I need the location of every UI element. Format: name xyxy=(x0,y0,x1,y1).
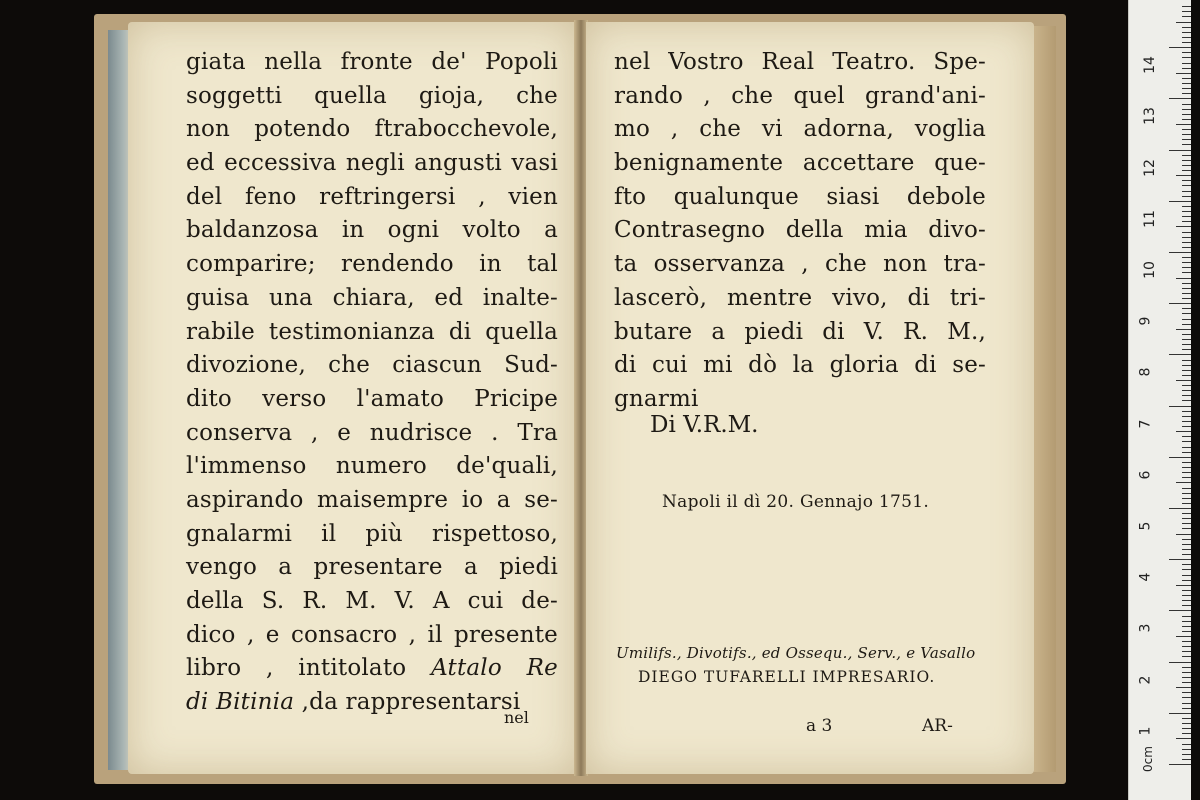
ruler-tick xyxy=(1182,206,1191,207)
ruler-tick xyxy=(1182,692,1191,693)
ruler-tick xyxy=(1182,360,1191,361)
ruler-tick xyxy=(1182,590,1191,591)
ruler-tick xyxy=(1182,554,1191,555)
ruler-tick xyxy=(1169,508,1191,509)
ruler-tick xyxy=(1182,569,1191,570)
ruler-tick xyxy=(1176,482,1191,483)
ruler-tick xyxy=(1182,283,1191,284)
ruler-tick xyxy=(1182,160,1191,161)
ruler-tick xyxy=(1182,237,1191,238)
ruler-tick xyxy=(1182,293,1191,294)
ruler-tick xyxy=(1182,641,1191,642)
text-line: ed eccessiva negli angusti vasi xyxy=(186,150,558,177)
ruler-tick xyxy=(1169,201,1191,202)
ruler-tick xyxy=(1182,646,1191,647)
ruler-number: 5 xyxy=(1137,521,1154,531)
ruler-tick xyxy=(1182,170,1191,171)
ruler-tick xyxy=(1182,575,1191,576)
dateline: Napoli il dì 20. Gennajo 1751. xyxy=(662,492,930,512)
ruler-tick xyxy=(1182,395,1191,396)
ruler-tick xyxy=(1176,380,1191,381)
ruler-tick xyxy=(1182,88,1191,89)
ruler-tick xyxy=(1182,211,1191,212)
ruler-tick xyxy=(1182,528,1191,529)
ruler-tick xyxy=(1169,47,1191,48)
text-line: benignamente accettare que- xyxy=(614,150,986,177)
ruler-tick xyxy=(1182,16,1191,17)
ruler-tick xyxy=(1182,267,1191,268)
text-line: Contrasegno della mia divo- xyxy=(614,217,986,244)
signature-titles: Umilifs., Divotifs., ed Ossequ., Serv., e Vasallo xyxy=(616,644,976,662)
ruler-tick xyxy=(1182,93,1191,94)
ruler-tick xyxy=(1182,656,1191,657)
ruler-tick xyxy=(1182,441,1191,442)
ruler-tick xyxy=(1176,585,1191,586)
ruler-tick xyxy=(1169,252,1191,253)
text-line: divozione, che ciascun Sud- xyxy=(186,352,558,379)
ruler-tick xyxy=(1182,672,1191,673)
ruler-number: 10 xyxy=(1141,261,1158,279)
ruler-tick xyxy=(1182,319,1191,320)
ruler-tick xyxy=(1169,98,1191,99)
ruler-tick xyxy=(1182,754,1191,755)
ruler-tick xyxy=(1182,697,1191,698)
signature-mark: a 3 xyxy=(806,716,833,736)
ruler-tick xyxy=(1182,390,1191,391)
ruler-tick xyxy=(1182,288,1191,289)
ruler-tick xyxy=(1182,165,1191,166)
ruler-tick xyxy=(1182,677,1191,678)
ruler-tick xyxy=(1182,185,1191,186)
ruler-tick xyxy=(1182,498,1191,499)
ruler-tick xyxy=(1176,738,1191,739)
ruler-number: 9 xyxy=(1137,316,1154,326)
ruler-tick xyxy=(1182,600,1191,601)
text-fragment: ,da rappresentarsi xyxy=(301,689,521,716)
ruler-tick xyxy=(1182,385,1191,386)
ruler-tick xyxy=(1182,78,1191,79)
text-line: mo , che vi adorna, voglia xyxy=(614,116,986,143)
page-edges xyxy=(1034,26,1056,772)
text-line: fto qualunque siasi debole xyxy=(614,183,986,210)
ruler-tick xyxy=(1182,744,1191,745)
ruler-tick xyxy=(1182,83,1191,84)
text-line: comparire; rendendo in tal xyxy=(186,251,558,278)
ruler-tick xyxy=(1169,303,1191,304)
ruler-tick xyxy=(1182,467,1191,468)
ruler-tick xyxy=(1169,559,1191,560)
text-line: butare a piedi di V. R. M., xyxy=(614,318,986,345)
ruler-tick xyxy=(1169,662,1191,663)
ruler-tick xyxy=(1176,175,1191,176)
ruler-tick xyxy=(1176,687,1191,688)
ruler-tick xyxy=(1182,109,1191,110)
book-title-italic: di Bitinia xyxy=(186,689,295,716)
salutation: Di V.R.M. xyxy=(650,412,759,438)
ruler-tick xyxy=(1176,534,1191,535)
ruler-tick xyxy=(1182,129,1191,130)
text-line: giata nella fronte de' Popoli xyxy=(186,49,558,75)
ruler-tick xyxy=(1182,703,1191,704)
text-line: nel Vostro Real Teatro. Spe- xyxy=(614,49,986,75)
text-line: lascerò, mentre vivo, di tri- xyxy=(614,284,986,311)
text-line: vengo a presentare a piedi xyxy=(186,554,558,581)
ruler-tick xyxy=(1182,728,1191,729)
text-fragment: libro , intitolato xyxy=(186,655,407,682)
ruler-tick xyxy=(1169,457,1191,458)
ruler-tick xyxy=(1182,119,1191,120)
ruler-tick xyxy=(1182,339,1191,340)
ruler-tick xyxy=(1182,114,1191,115)
catchword: AR- xyxy=(922,716,953,736)
ruler-tick xyxy=(1182,57,1191,58)
text-line: aspirando maisempre io a se- xyxy=(186,486,558,513)
ruler-tick xyxy=(1182,580,1191,581)
ruler-tick xyxy=(1182,667,1191,668)
text-line: gnalarmi il più rispettoso, xyxy=(186,520,558,547)
left-page xyxy=(128,22,576,774)
ruler-tick xyxy=(1182,180,1191,181)
ruler-tick xyxy=(1182,42,1191,43)
ruler-tick xyxy=(1182,595,1191,596)
ruler-tick xyxy=(1182,477,1191,478)
ruler-tick xyxy=(1169,354,1191,355)
ruler-tick xyxy=(1169,764,1191,765)
ruler-tick xyxy=(1182,32,1191,33)
ruler-tick xyxy=(1182,759,1191,760)
ruler-tick xyxy=(1176,226,1191,227)
ruler-tick xyxy=(1182,723,1191,724)
ruler-tick xyxy=(1176,329,1191,330)
ruler-tick xyxy=(1182,626,1191,627)
ruler-tick xyxy=(1182,503,1191,504)
ruler-tick xyxy=(1182,144,1191,145)
ruler-tick xyxy=(1182,344,1191,345)
ruler-tick xyxy=(1182,621,1191,622)
left-page-text xyxy=(186,46,558,720)
ruler-tick xyxy=(1182,462,1191,463)
ruler-number: 7 xyxy=(1137,419,1154,429)
ruler-tick xyxy=(1182,298,1191,299)
ruler-tick xyxy=(1169,713,1191,714)
ruler-tick xyxy=(1182,313,1191,314)
ruler-tick xyxy=(1182,104,1191,105)
ruler-tick xyxy=(1182,216,1191,217)
ruler-tick xyxy=(1182,191,1191,192)
ruler-tick xyxy=(1182,272,1191,273)
ruler-tick xyxy=(1182,63,1191,64)
ruler-tick xyxy=(1182,411,1191,412)
ruler-tick xyxy=(1182,488,1191,489)
text-line: rabile testimonianza di quella xyxy=(186,318,558,345)
text-line: soggetti quella gioja, che xyxy=(186,82,558,109)
ruler-tick xyxy=(1182,493,1191,494)
right-page-text xyxy=(614,46,986,417)
text-line: gnarmi xyxy=(614,385,699,412)
ruler-number: 3 xyxy=(1137,623,1154,633)
ruler-tick xyxy=(1182,472,1191,473)
signature-name: DIEGO TUFARELLI IMPRESARIO. xyxy=(638,668,936,686)
text-line: di cui mi dò la gloria di se- xyxy=(614,352,986,379)
ruler-tick xyxy=(1182,134,1191,135)
ruler-tick xyxy=(1182,426,1191,427)
ruler-tick xyxy=(1182,651,1191,652)
ruler-number: 11 xyxy=(1141,209,1158,228)
ruler-tick xyxy=(1176,636,1191,637)
ruler-tick xyxy=(1182,375,1191,376)
ruler-tick xyxy=(1182,324,1191,325)
ruler-tick xyxy=(1182,416,1191,417)
ruler-tick xyxy=(1182,68,1191,69)
ruler-tick xyxy=(1182,564,1191,565)
ruler-number: 13 xyxy=(1141,107,1158,126)
ruler-tick xyxy=(1182,232,1191,233)
ruler-tick xyxy=(1182,370,1191,371)
ruler-tick xyxy=(1182,11,1191,12)
ruler-label: 0cm xyxy=(1140,746,1155,772)
catchword: nel xyxy=(504,708,529,727)
text-line: non potendo ftrabocchevole, xyxy=(186,116,558,143)
ruler-tick xyxy=(1182,447,1191,448)
ruler-tick xyxy=(1176,73,1191,74)
text-line: baldanzosa in ogni volto a xyxy=(186,217,558,244)
ruler-tick xyxy=(1182,262,1191,263)
text-line: dito verso l'amato Pricipe xyxy=(186,385,558,412)
text-line xyxy=(186,686,558,720)
ruler-tick xyxy=(1182,37,1191,38)
ruler-tick xyxy=(1182,221,1191,222)
ruler-tick xyxy=(1182,539,1191,540)
ruler-tick xyxy=(1182,549,1191,550)
text-line xyxy=(186,652,558,686)
ruler-tick xyxy=(1176,431,1191,432)
text-line: dico , e consacro , il presente xyxy=(186,621,558,648)
text-line: l'immenso numero de'quali, xyxy=(186,453,558,480)
text-line: della S. R. M. V. A cui de- xyxy=(186,588,558,614)
ruler-tick xyxy=(1182,155,1191,156)
ruler-number: 8 xyxy=(1137,367,1154,377)
ruler-tick xyxy=(1182,27,1191,28)
ruler-tick xyxy=(1182,616,1191,617)
text-line: conserva , e nudrisce . Tra xyxy=(186,419,558,446)
ruler-number: 1 xyxy=(1137,726,1154,736)
ruler-tick xyxy=(1176,124,1191,125)
ruler-number: 14 xyxy=(1141,56,1158,75)
ruler-tick xyxy=(1176,22,1191,23)
ruler-tick xyxy=(1182,196,1191,197)
text-line: guisa una chiara, ed inalte- xyxy=(186,284,558,311)
ruler-tick xyxy=(1182,749,1191,750)
ruler-tick xyxy=(1182,349,1191,350)
ruler-tick xyxy=(1182,452,1191,453)
ruler-number: 4 xyxy=(1137,572,1154,582)
measurement-ruler xyxy=(1128,0,1191,800)
ruler-tick xyxy=(1182,334,1191,335)
ruler-tick xyxy=(1182,523,1191,524)
text-line: ta osservanza , che non tra- xyxy=(614,251,986,278)
ruler-tick xyxy=(1182,718,1191,719)
ruler-tick xyxy=(1182,139,1191,140)
ruler-tick xyxy=(1182,421,1191,422)
ruler-tick xyxy=(1182,365,1191,366)
ruler-tick xyxy=(1182,400,1191,401)
text-line: del feno reftringersi , vien xyxy=(186,183,558,210)
ruler-tick xyxy=(1182,6,1191,7)
ruler-tick xyxy=(1169,610,1191,611)
ruler-tick xyxy=(1182,257,1191,258)
text-line: rando , che quel grand'ani- xyxy=(614,82,986,109)
ruler-tick xyxy=(1182,682,1191,683)
ruler-tick xyxy=(1182,308,1191,309)
book-title-italic: Attalo Re xyxy=(431,655,558,682)
ruler-number: 2 xyxy=(1137,675,1154,685)
ruler-tick xyxy=(1182,631,1191,632)
ruler-tick xyxy=(1182,518,1191,519)
ruler-tick xyxy=(1176,278,1191,279)
ruler-number: 6 xyxy=(1137,470,1154,480)
ruler-tick xyxy=(1182,436,1191,437)
ruler-tick xyxy=(1182,733,1191,734)
right-page xyxy=(586,22,1034,774)
ruler-tick xyxy=(1169,406,1191,407)
ruler-tick xyxy=(1182,52,1191,53)
ruler-tick xyxy=(1182,242,1191,243)
ruler-tick xyxy=(1182,708,1191,709)
ruler-tick xyxy=(1182,247,1191,248)
ruler-tick xyxy=(1182,605,1191,606)
ruler-number: 12 xyxy=(1141,158,1158,177)
ruler-tick xyxy=(1182,544,1191,545)
ruler-tick xyxy=(1182,513,1191,514)
ruler-tick xyxy=(1169,150,1191,151)
